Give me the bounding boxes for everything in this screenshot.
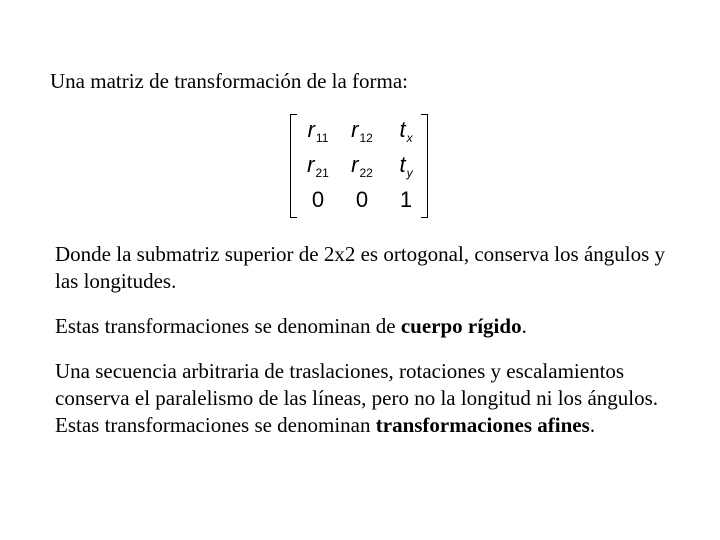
left-bracket [290, 114, 297, 218]
matrix-cell-ty: $t_y$ [399, 152, 413, 180]
matrix-cell-tx: $t_x$ [399, 117, 413, 145]
matrix-cell-r11: $r_{11}$ [307, 117, 329, 145]
matrix-cell-31: 0 [311, 187, 325, 212]
paragraph-rigid-body-text: Estas transformaciones se denominan de [55, 314, 401, 338]
matrix-cell-r12: $r_{12}$ [351, 117, 373, 145]
matrix-cell-33: 1 [399, 187, 413, 212]
matrix-cell-32: 0 [355, 187, 369, 212]
period: . [589, 413, 596, 437]
paragraph-rigid-body [55, 313, 675, 340]
paragraph-affine-text: Una secuencia arbitraria de traslaciones, rotaciones y escalamientos conserva el paralelismo de las líneas, pero no la longitud ni los ángulos. Estas transformaciones se denominan [55, 359, 659, 437]
paragraph-orthogonal: Donde la submatriz superior de 2x2 es ortogonal, conserva los ángulos y las longitudes. [55, 242, 666, 293]
period: . [521, 314, 527, 338]
term-rigid-body: cuerpo rígido [400, 314, 522, 338]
paragraph-affine [55, 358, 675, 439]
intro-text: Una matriz de transformación de la forma: [50, 69, 409, 93]
term-affine-transformations: transformaciones afines [375, 413, 590, 437]
matrix-cell-r21: $r_{21}$ [307, 152, 329, 180]
matrix-cell-r22: $r_{22}$ [351, 152, 373, 180]
transformation-matrix [290, 114, 428, 218]
